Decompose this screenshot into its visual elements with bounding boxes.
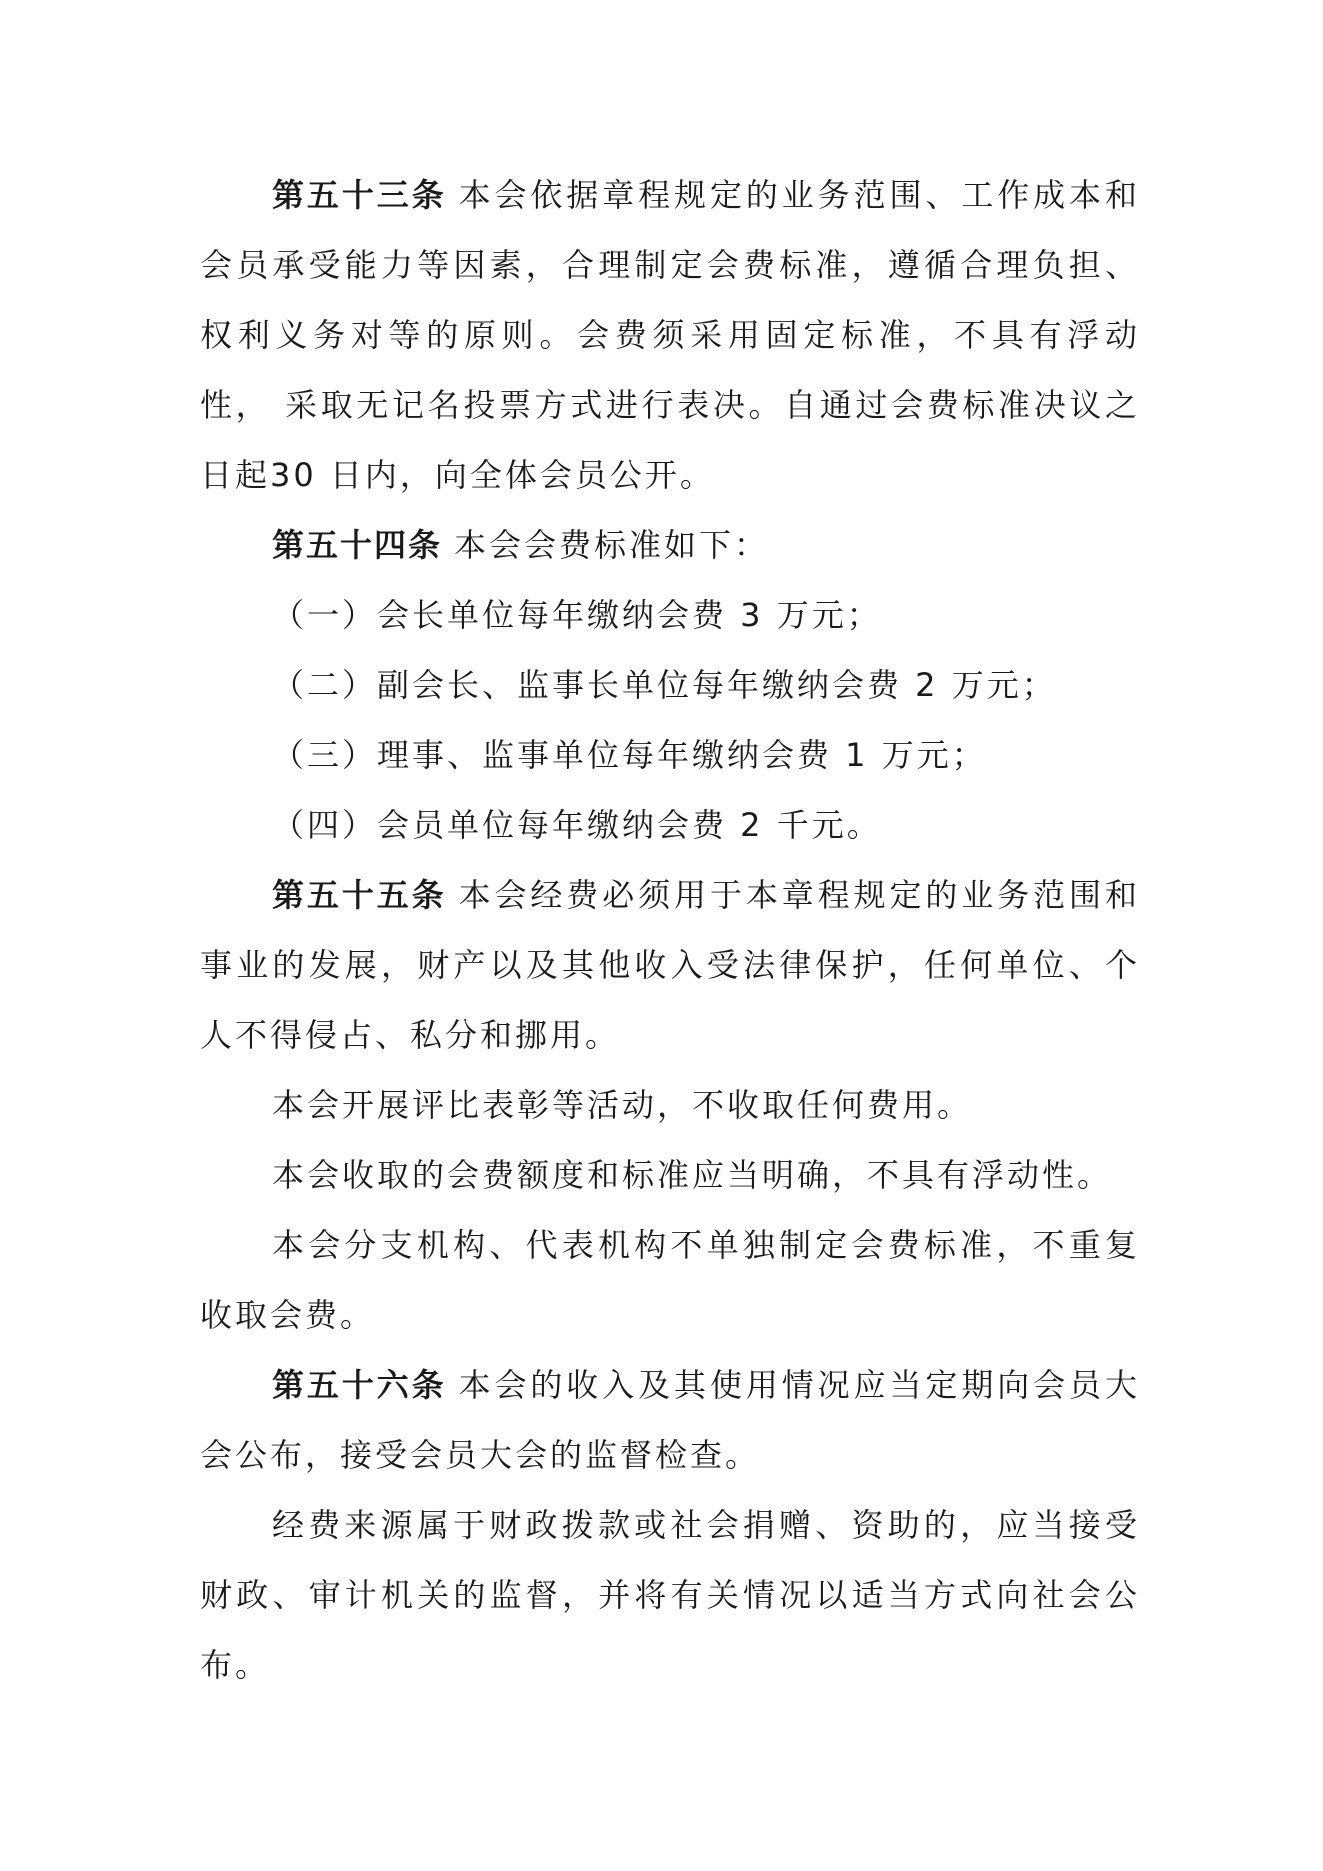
article-56-paragraph-2: 经费来源属于财政拨款或社会捐赠、资助的，应当接受财政、审计机关的监督，并将有关情况以适当方式向社会公布。 <box>200 1506 1140 1684</box>
article-53-paragraph <box>200 160 1140 510</box>
article-56-text: 本会的收入及其使用情况应当定期向会员大会公布，接受会员大会的监督检查。 <box>200 1366 1140 1474</box>
article-56-paragraph <box>200 1350 1140 1490</box>
article-53-text: 本会依据章程规定的业务范围、工作成本和会员承受能力等因素，合理制定会费标准，遵循合理负担、 权利义务对等的原则。会费须采用固定标准，不具有浮动性， 采取无记名投票方式进行表决。自通过会费标准决议之日起30 日内，向全体会员公开。 <box>200 176 1140 494</box>
article-55-text: 本会经费必须用于本章程规定的业务范围和事业的发展，财产以及其他收入受法律保护，任何单位、个人不得侵占、私分和挪用。 <box>200 876 1140 1054</box>
article-55-heading: 第五十五条 <box>272 876 447 914</box>
article-55-paragraph-4: 本会分支机构、代表机构不单独制定会费标准，不重复收取会费。 <box>200 1226 1140 1334</box>
article-55-paragraph-2: 本会开展评比表彰等活动，不收取任何费用。 <box>272 1086 973 1124</box>
article-54-heading: 第五十四条 <box>272 526 443 564</box>
fee-item-1: （一）会长单位每年缴纳会费 3 万元； <box>272 596 882 634</box>
fee-item-3: （三）理事、监事单位每年缴纳会费 1 万元； <box>272 736 987 774</box>
fee-item-4: （四）会员单位每年缴纳会费 2 千元。 <box>272 806 882 844</box>
article-56-heading: 第五十六条 <box>272 1366 447 1404</box>
article-54-text: 本会会费标准如下： <box>454 526 770 564</box>
fee-item-2: （二）副会长、监事长单位每年缴纳会费 2 万元； <box>272 666 1057 704</box>
article-55-paragraph-3: 本会收取的会费额度和标准应当明确，不具有浮动性。 <box>272 1156 1113 1194</box>
article-55-paragraph <box>200 860 1140 1070</box>
document-body <box>200 160 1140 1700</box>
article-54-paragraph <box>200 510 1140 580</box>
article-53-heading: 第五十三条 <box>272 176 447 214</box>
